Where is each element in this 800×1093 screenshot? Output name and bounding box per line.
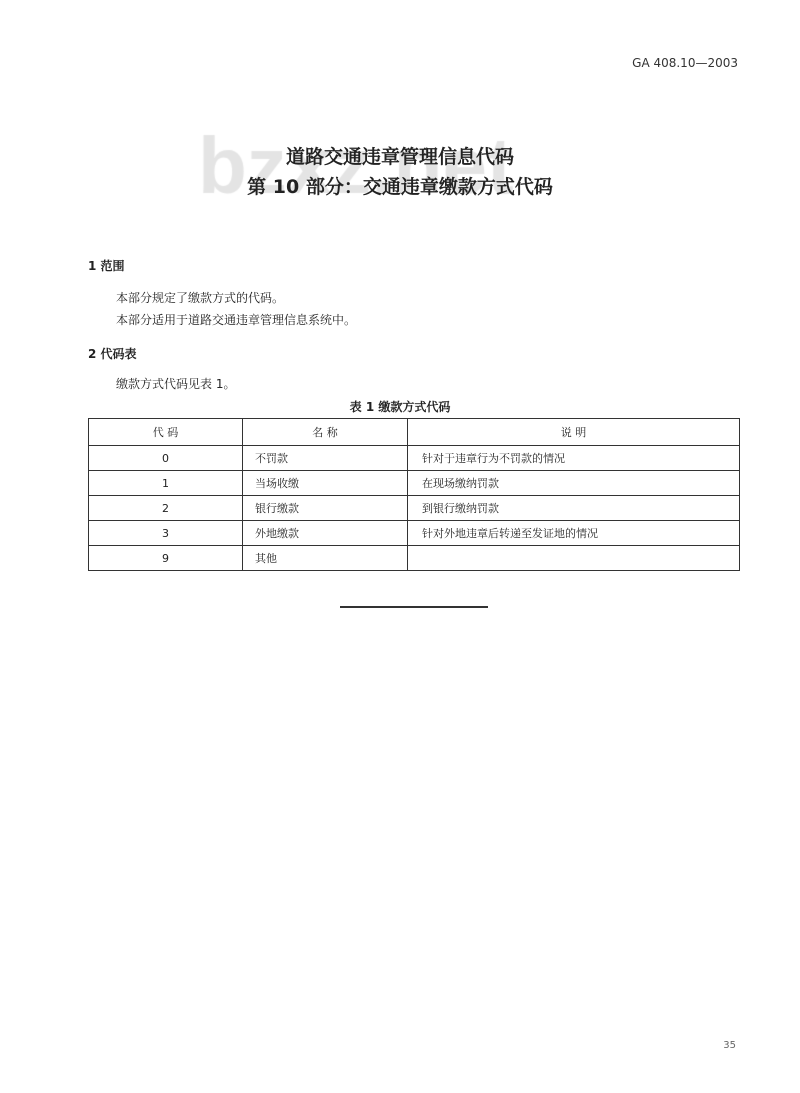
cell-name: 当场收缴 xyxy=(243,471,408,496)
table-header-row xyxy=(89,419,740,446)
cell-code: 3 xyxy=(89,521,243,546)
cell-code: 0 xyxy=(89,446,243,471)
header-name: 名 称 xyxy=(243,419,408,446)
cell-code: 9 xyxy=(89,546,243,571)
code-table xyxy=(88,418,740,571)
section-heading-scope: 1 范围 xyxy=(88,259,125,273)
cell-name: 外地缴款 xyxy=(243,521,408,546)
page-number: 35 xyxy=(723,1040,736,1051)
cell-description: 在现场缴纳罚款 xyxy=(408,471,740,496)
cell-description: 针对于违章行为不罚款的情况 xyxy=(408,446,740,471)
table-row xyxy=(89,546,740,571)
paragraph: 缴款方式代码见表 1。 xyxy=(116,377,236,391)
cell-name: 不罚款 xyxy=(243,446,408,471)
document-subtitle: 第 10 部分：交通违章缴款方式代码 xyxy=(247,176,553,198)
cell-code: 2 xyxy=(89,496,243,521)
cell-name: 其他 xyxy=(243,546,408,571)
paragraph: 本部分适用于道路交通违章管理信息系统中。 xyxy=(116,313,357,327)
cell-name: 银行缴款 xyxy=(243,496,408,521)
table-row xyxy=(89,521,740,546)
cell-description: 到银行缴纳罚款 xyxy=(408,496,740,521)
table-row xyxy=(89,471,740,496)
end-rule xyxy=(340,606,488,608)
cell-description xyxy=(408,546,740,571)
paragraph: 本部分规定了缴款方式的代码。 xyxy=(116,291,285,305)
table-row xyxy=(89,446,740,471)
header-description: 说 明 xyxy=(408,419,740,446)
table-caption: 表 1 缴款方式代码 xyxy=(349,400,451,414)
standard-number: GA 408.10—2003 xyxy=(632,56,738,70)
cell-code: 1 xyxy=(89,471,243,496)
header-code: 代 码 xyxy=(89,419,243,446)
cell-description: 针对外地违章后转递至发证地的情况 xyxy=(408,521,740,546)
document-title: 道路交通违章管理信息代码 xyxy=(285,146,514,168)
table-row xyxy=(89,496,740,521)
section-heading-code-table: 2 代码表 xyxy=(88,347,137,361)
